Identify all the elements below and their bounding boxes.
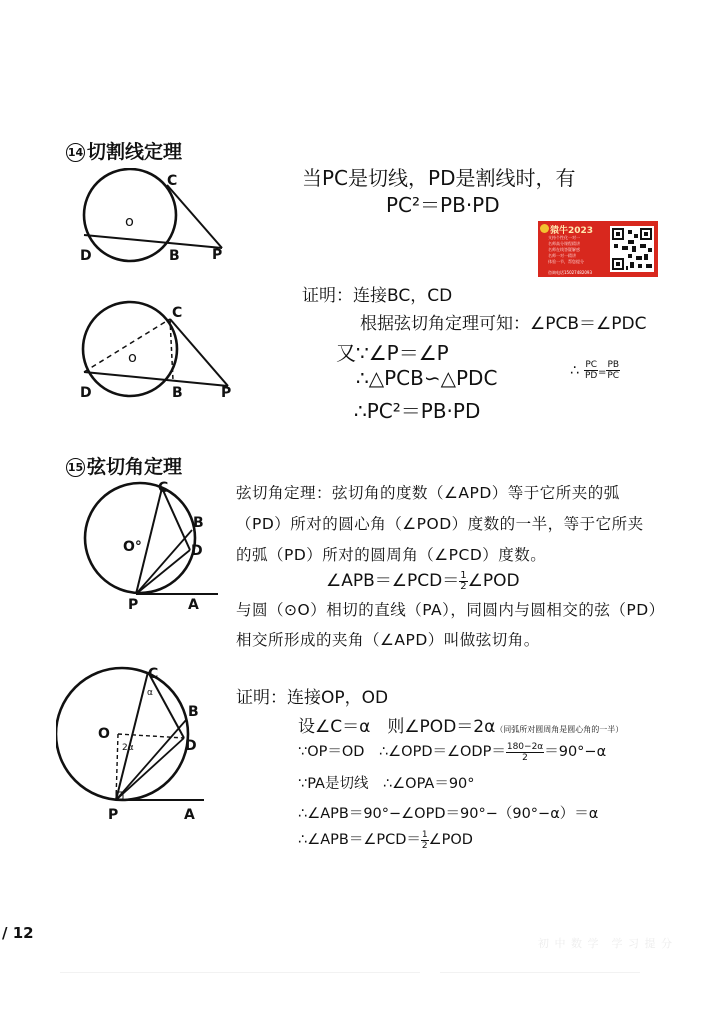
section15-title xyxy=(66,452,182,479)
line3-frac-den: 2 xyxy=(522,752,528,763)
ratio-left-num: PC xyxy=(585,360,598,370)
ad-brand: 猿牛2023 xyxy=(550,226,594,236)
def-formula-frac xyxy=(459,571,467,592)
label-c-2: C xyxy=(172,305,183,321)
figure-secant-tangent-2 xyxy=(70,294,240,404)
section15-proof-line2-main: 设∠C＝α 则∠POD＝2α xyxy=(298,717,496,737)
label-c-4: C xyxy=(148,666,159,682)
line3-right: ＝90°−α xyxy=(544,744,607,760)
label-o-1: o xyxy=(125,214,134,230)
section14-proof-line4: ∴△PCB∽△PDC xyxy=(356,366,498,390)
ratio-right xyxy=(606,360,620,381)
ad-line-4: 名师一对一精讲 xyxy=(548,253,576,258)
label-d-4: D xyxy=(185,738,197,754)
label-d-1: D xyxy=(80,248,92,264)
line3-frac-num: 180−2α xyxy=(506,741,544,752)
section14-proof-line1: 证明：连接BC，CD xyxy=(302,286,453,306)
ad-line-3: 名师在线答疑解惑 xyxy=(548,247,580,252)
secant-line-1 xyxy=(84,235,222,248)
def-formula-frac-num: 1 xyxy=(460,569,467,581)
label-c-1: C xyxy=(167,173,178,189)
def-formula-frac-den: 2 xyxy=(460,580,467,592)
section15-proof-line3 xyxy=(298,740,606,763)
label-d-2: D xyxy=(80,385,92,401)
section15-proof-note: （同弧所对圆周角是圆心角的一半） xyxy=(495,725,624,734)
label-p-2: P xyxy=(221,385,232,401)
section15-number: 15 xyxy=(66,458,85,477)
section14-statement-line2: PC²＝PB·PD xyxy=(386,193,500,217)
label-c-3: C xyxy=(158,480,169,496)
section14-proof-line2: 根据弦切角定理可知：∠PCB＝∠PDC xyxy=(360,314,647,334)
chord-dc xyxy=(84,319,170,372)
label-b-2: B xyxy=(172,385,183,401)
label-two-alpha: 2α xyxy=(122,743,134,753)
label-a-4: A xyxy=(184,807,195,823)
watermark: 初 中 数 学 学 习 提 分 xyxy=(538,937,673,950)
secant-line-2 xyxy=(84,372,228,386)
label-o-2: o xyxy=(128,350,137,366)
label-p-4: P xyxy=(108,807,119,823)
label-p-3: P xyxy=(128,597,139,613)
label-b-4: B xyxy=(188,704,199,720)
def-line3: 的弧（PD）所对的圆周角（∠PCD）度数。 xyxy=(236,546,547,564)
section15-proof-line5: ∴∠APB＝90°−∠OPD＝90°−（90°−α）＝α xyxy=(298,806,599,822)
line6-frac xyxy=(421,830,429,851)
ratio-right-den: PC xyxy=(607,371,620,381)
section14-title-text: 切割线定理 xyxy=(87,141,183,163)
footer-divider-right xyxy=(440,972,640,973)
line6-right: ∠POD xyxy=(428,832,473,848)
ad-line-1: 支持个性化一对一 xyxy=(548,235,580,240)
label-o-4: O xyxy=(98,726,110,742)
label-o-3: O° xyxy=(123,539,142,555)
section15-proof-line4: ∵PA是切线 ∴∠OPA＝90° xyxy=(298,776,475,792)
section14-proof-line3: 又∵∠P＝∠P xyxy=(336,341,449,365)
section14-statement-line1: 当PC是切线，PD是割线时，有 xyxy=(302,166,576,190)
label-p-1: P xyxy=(212,247,223,263)
line3-left: ∵OP＝OD ∴∠OPD＝∠ODP＝ xyxy=(298,744,506,760)
figure-chord-tangent-1 xyxy=(78,478,238,613)
ratio-right-num: PB xyxy=(607,360,620,370)
def-formula-right: ∠POD xyxy=(467,571,520,591)
page-indicator: / 12 xyxy=(2,924,34,942)
section14-proof-line5: ∴PC²＝PB·PD xyxy=(354,399,481,423)
line6-frac-num: 1 xyxy=(421,829,428,840)
label-b-1: B xyxy=(169,248,180,264)
ad-lines xyxy=(548,235,608,265)
ad-line-2: 名师高分课程精讲 xyxy=(548,241,580,246)
qr-code-icon xyxy=(610,226,654,272)
section14-title xyxy=(66,137,182,164)
figure-chord-tangent-2 xyxy=(56,660,216,810)
def-line2: （PD）所对的圆心角（∠POD）度数的一半，等于它所夹 xyxy=(236,515,644,533)
circle-2 xyxy=(83,302,177,396)
line6-frac-den: 2 xyxy=(421,840,428,851)
ratio-left xyxy=(584,360,598,381)
section15-proof-line1: 证明：连接OP，OD xyxy=(236,688,389,708)
section15-proof-line2 xyxy=(298,712,623,737)
ratio-equals: = xyxy=(598,367,607,378)
label-alpha: α xyxy=(147,688,153,698)
section14-number: 14 xyxy=(66,143,85,162)
ad-line-5: 体验一节，帮您提分 xyxy=(548,259,584,264)
def-line1: 弦切角定理：弦切角的度数（∠APD）等于它所夹的弧 xyxy=(236,484,620,502)
label-b-3: B xyxy=(193,515,204,531)
ad-banner[interactable] xyxy=(538,221,658,277)
ad-phone: 咨询电话15027482093 xyxy=(548,270,592,275)
def-formula xyxy=(326,566,520,592)
def-line4: 与圆（⊙O）相切的直线（PA），同圆内与圆相交的弦（PD） xyxy=(236,601,665,619)
footer-divider-left xyxy=(60,972,420,973)
ratio-therefore: ∴ xyxy=(570,363,580,379)
section14-proof-ratio xyxy=(570,360,620,381)
line3-frac xyxy=(506,742,544,763)
ad-logo-icon xyxy=(540,224,549,233)
def-line5: 相交所形成的夹角（∠APD）叫做弦切角。 xyxy=(236,631,540,649)
def-formula-left: ∠APB＝∠PCD＝ xyxy=(326,571,460,591)
ratio-left-den: PD xyxy=(585,371,598,381)
label-a-3: A xyxy=(188,597,199,613)
section15-title-text: 弦切角定理 xyxy=(87,456,183,478)
line6-left: ∴∠APB＝∠PCD＝ xyxy=(298,832,421,848)
section15-proof-line6 xyxy=(298,828,473,851)
label-d-3: D xyxy=(191,543,203,559)
tangent-line-2 xyxy=(170,319,228,386)
